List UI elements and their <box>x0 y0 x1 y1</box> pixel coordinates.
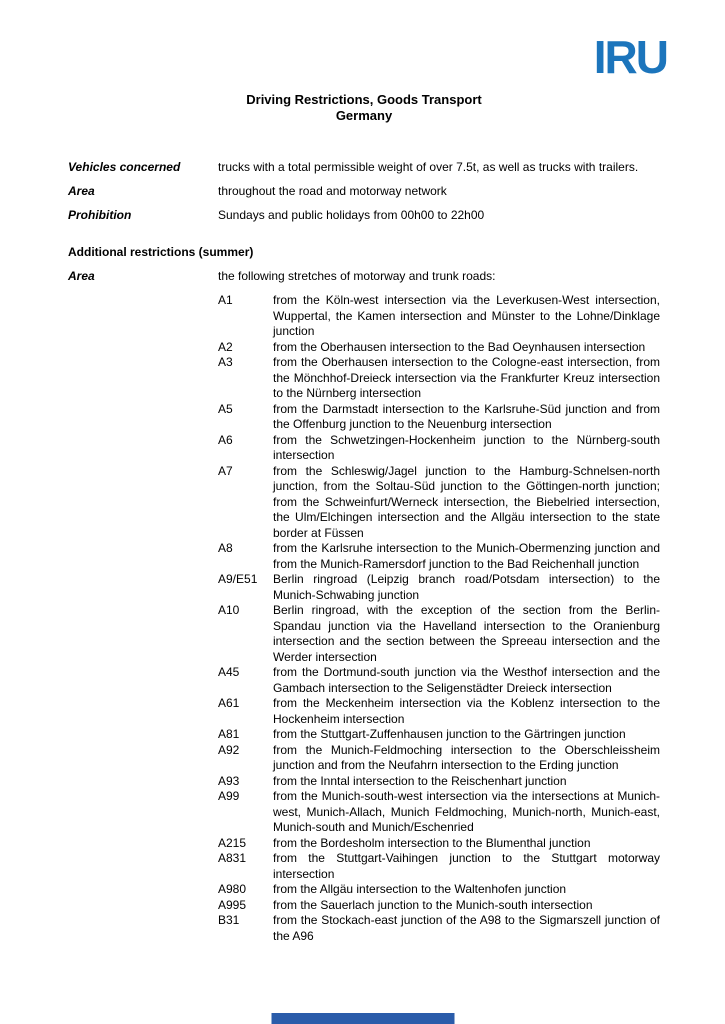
road-description: from the Schwetzingen-Hockenheim junction to the Nürnberg-south intersection <box>273 432 660 462</box>
road-code: A831 <box>218 851 247 865</box>
road-indent <box>68 727 218 743</box>
road-row <box>68 774 660 790</box>
road-description: from the Oberhausen intersection to the Cologne-east intersection, from the Mönchhof-Dreieck intersection via the Frankfurter Kreuz intersection to the Nürnberg intersection <box>273 355 660 400</box>
road-row <box>68 433 660 464</box>
road-code: A61 <box>218 696 240 710</box>
document-title-line1: Driving Restrictions, Goods Transport <box>246 92 482 107</box>
road-row <box>68 727 660 743</box>
road-indent <box>68 789 218 836</box>
document-title <box>68 92 660 124</box>
road-row <box>68 696 660 727</box>
road-row <box>68 402 660 433</box>
road-row <box>68 464 660 542</box>
road-description: from the Dortmund-south junction via the Westhof intersection and the Gambach intersection to the Seligenstädter Dreieck intersection <box>273 665 660 695</box>
road-description: Berlin ringroad (Leipzig branch road/Potsdam intersection) to the Munich-Schwabing junction <box>273 572 660 602</box>
road-indent <box>68 402 218 433</box>
road-indent <box>68 851 218 882</box>
field-label: Vehicles concerned <box>68 160 181 174</box>
road-code: A215 <box>218 835 247 850</box>
road-indent <box>68 913 218 944</box>
field-value: throughout the road and motorway network <box>218 184 447 198</box>
road-code: A9/E51 <box>218 572 258 586</box>
road-description: Berlin ringroad, with the exception of the section from the Berlin-Spandau junction via the Havelland intersection to the Oranienburg intersection and the section between the Spreeau intersection and the Werder intersection <box>273 603 660 664</box>
document-title-line2: Germany <box>335 108 393 123</box>
road-description: from the Allgäu intersection to the Waltenhofen junction <box>273 882 567 896</box>
road-code: A995 <box>218 897 247 912</box>
road-row <box>68 743 660 774</box>
road-indent <box>68 603 218 665</box>
additional-restrictions-heading: Additional restrictions (summer) <box>68 245 254 259</box>
road-row <box>68 882 660 898</box>
footer-blue-bar <box>271 1013 454 1024</box>
road-code: A8 <box>218 541 233 555</box>
road-row <box>68 898 660 914</box>
road-description: from the Köln-west intersection via the Leverkusen-West intersection, Wuppertal, the Kamen intersection and Münster to the Lohne/Dinklage junction <box>273 293 660 338</box>
road-row <box>68 851 660 882</box>
road-description: from the Stuttgart-Vaihingen junction to the Stuttgart motorway intersection <box>273 851 660 881</box>
road-row <box>68 340 660 356</box>
road-code: A3 <box>218 355 233 369</box>
road-row <box>68 603 660 665</box>
road-description: from the Stockach-east junction of the A98 to the Sigmarszell junction of the A96 <box>273 913 660 943</box>
road-indent <box>68 774 218 790</box>
road-description: from the Meckenheim intersection via the Koblenz intersection to the Hockenheim intersection <box>273 696 660 726</box>
road-description: from the Munich-Feldmoching intersection to the Oberschleissheim junction and from the Neufahrn intersection to the Erding junction <box>273 742 660 772</box>
road-code: A2 <box>218 339 233 354</box>
field-prohibition <box>68 208 660 223</box>
roads-list <box>68 293 660 944</box>
road-indent <box>68 882 218 898</box>
road-code: A45 <box>218 665 240 679</box>
field-label: Prohibition <box>68 208 132 222</box>
road-indent <box>68 433 218 464</box>
field-value: Sundays and public holidays from 00h00 to 22h00 <box>218 208 485 222</box>
road-row <box>68 572 660 603</box>
road-description: from the Darmstadt intersection to the Karlsruhe-Süd junction and from the Offenburg junction to the Neuenburg intersection <box>273 401 660 431</box>
road-code: A1 <box>218 293 233 307</box>
road-row <box>68 913 660 944</box>
road-description: from the Schleswig/Jagel junction to the Hamburg-Schnelsen-north junction, from the Soltau-Süd junction to the Göttingen-north junction; from the Schweinfurt/Werneck intersection, the Biebelried intersection, the Ulm/Elchingen intersection and the Allgäu intersection to the state border at Füssen <box>273 463 660 540</box>
road-code: A81 <box>218 727 240 741</box>
field-vehicles-concerned <box>68 160 660 175</box>
road-code: A6 <box>218 432 233 447</box>
road-indent <box>68 464 218 542</box>
iru-logo <box>593 31 667 83</box>
road-row <box>68 541 660 572</box>
road-description: from the Karlsruhe intersection to the Munich-Obermenzing junction and from the Munich-Ramersdorf junction to the Bad Reichenhall junction <box>273 541 660 571</box>
road-code: A92 <box>218 742 240 757</box>
road-description: from the Oberhausen intersection to the Bad Oeynhausen intersection <box>273 339 646 354</box>
road-indent <box>68 572 218 603</box>
road-indent <box>68 665 218 696</box>
road-description: from the Bordesholm intersection to the Blumenthal junction <box>273 835 591 850</box>
road-row <box>68 789 660 836</box>
road-indent <box>68 340 218 356</box>
document-content <box>0 92 725 944</box>
field-value: the following stretches of motorway and trunk roads: <box>218 269 496 283</box>
road-row <box>68 293 660 340</box>
road-indent <box>68 541 218 572</box>
road-code: B31 <box>218 913 240 927</box>
field-label: Area <box>68 269 95 283</box>
road-code: A980 <box>218 882 247 896</box>
road-description: from the Stuttgart-Zuffenhausen junction to the Gärtringen junction <box>273 727 626 741</box>
road-row <box>68 836 660 852</box>
additional-area-row <box>68 269 660 284</box>
road-indent <box>68 898 218 914</box>
iru-logo-text: IRU <box>593 31 667 83</box>
road-description: from the Sauerlach junction to the Munich-south intersection <box>273 897 593 912</box>
road-description: from the Munich-south-west intersection via the intersections at Munich-west, Munich-Allach, Munich Feldmoching, Munich-north, Munich-east, Munich-south and Munich/Eschenried <box>273 789 660 834</box>
road-description: from the Inntal intersection to the Reischenhart junction <box>273 773 567 788</box>
road-code: A93 <box>218 773 240 788</box>
road-indent <box>68 355 218 402</box>
road-row <box>68 665 660 696</box>
road-indent <box>68 743 218 774</box>
road-indent <box>68 293 218 340</box>
road-code: A7 <box>218 463 233 478</box>
summary-fields <box>68 160 660 223</box>
field-value: trucks with a total permissible weight of over 7.5t, as well as trucks with trailers. <box>218 160 639 174</box>
road-code: A99 <box>218 789 240 803</box>
road-code: A5 <box>218 401 233 416</box>
road-indent <box>68 836 218 852</box>
road-row <box>68 355 660 402</box>
road-indent <box>68 696 218 727</box>
field-area <box>68 184 660 199</box>
field-label: Area <box>68 184 95 198</box>
road-code: A10 <box>218 603 240 617</box>
